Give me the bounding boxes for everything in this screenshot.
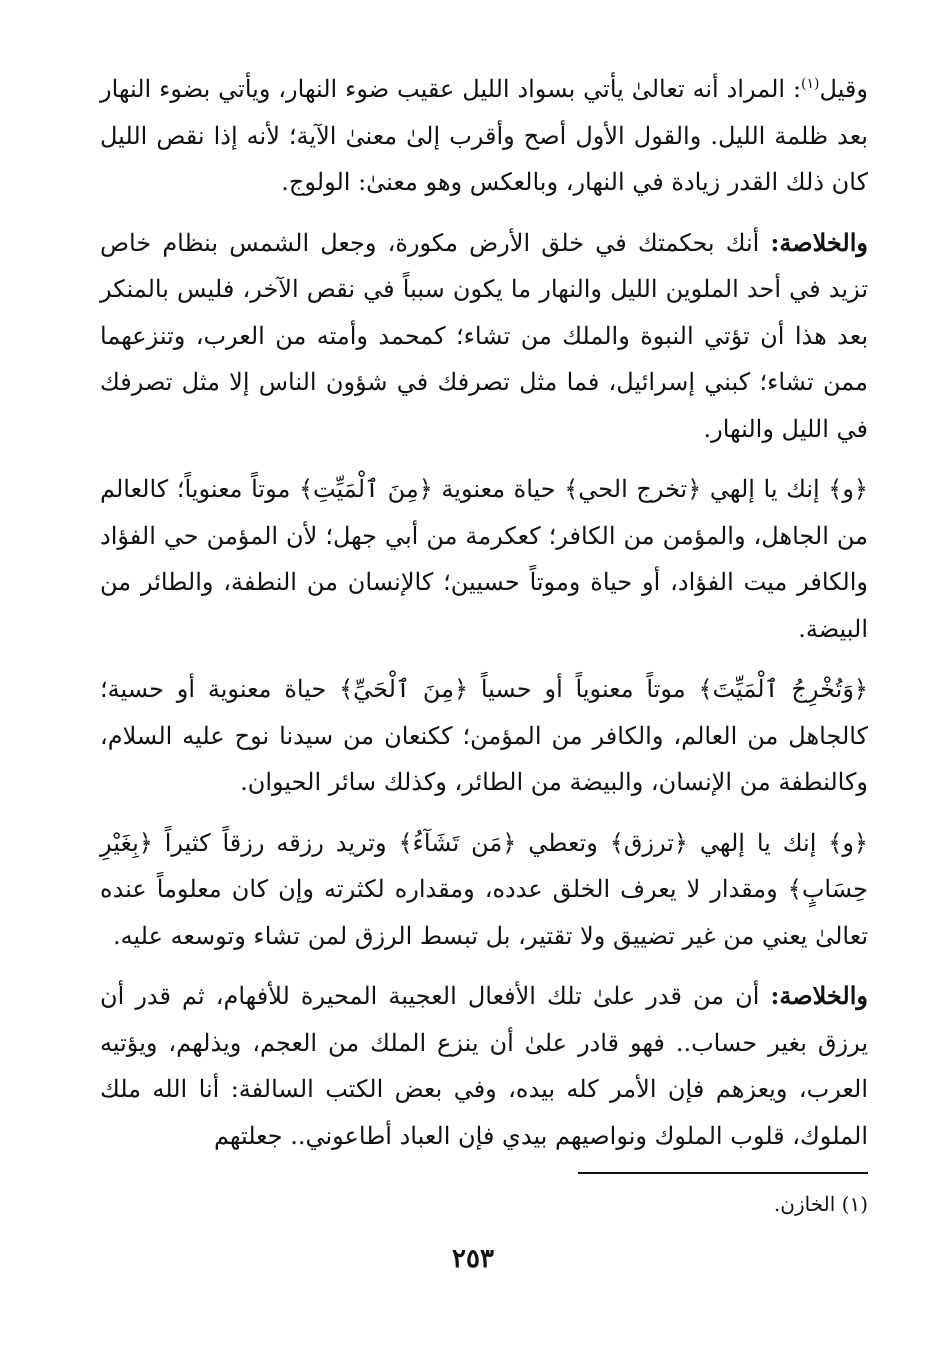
paragraph-6 xyxy=(100,973,868,1159)
paragraph-2 xyxy=(100,220,868,453)
paragraph-3 xyxy=(100,466,868,652)
paragraph-3-text: ﴿و﴾ إنك يا إلهي ﴿تخرج الحي﴾ حياة معنوية ﴿مِنَ ٱلْمَيِّتِ﴾ موتاً معنوياً؛ كالعالم من الجاهل، والمؤمن من الكافر؛ كعكرمة من أبي جهل؛ لأن المؤمن حي الفؤاد والكافر ميت الفؤاد، أو حياة وموتاً حسيين؛ كالإنسان من النطفة، والطائر من البيضة. xyxy=(100,475,868,643)
footnote-divider xyxy=(578,1172,868,1174)
summary-lead: والخلاصة: xyxy=(770,981,868,1010)
paragraph-4 xyxy=(100,666,868,806)
summary-lead: والخلاصة: xyxy=(770,227,868,257)
paragraph-5 xyxy=(100,820,868,960)
footnote-reference[interactable]: (١) xyxy=(801,76,820,92)
paragraph-1 xyxy=(100,66,868,206)
page-body xyxy=(100,66,868,1173)
paragraph-6-text: أن من قدر علىٰ تلك الأفعال العجيبة المحيرة للأفهام، ثم قدر أن يرزق بغير حساب.. فهو قادر علىٰ أن ينزع الملك من العجم، ويذلهم، ويؤتيه العرب، ويعزهم فإن الأمر كله بيده، وفي بعض الكتب السالفة: أنا الله ملك الملوك، قلوب الملوك ونواصيهم بيدي فإن العباد أطاعوني.. جعلتهم xyxy=(100,982,868,1150)
page-number: ٢٥٣ xyxy=(452,1244,494,1274)
footnote-text: الخازن. xyxy=(773,1192,836,1216)
footnote xyxy=(368,1190,868,1218)
paragraph-2-text: أنك بحكمتك في خلق الأرض مكورة، وجعل الشمس بنظام خاص تزيد في أحد الملوين الليل والنهار ما يكون سبباً في نقص الآخر، فليس بالمنكر بعد هذا أن تؤتي النبوة والملك من تشاء؛ كمحمد وأمته من العرب، وتنزعهما ممن تشاء؛ كبني إسرائيل، فما مثل تصرفك في شؤون الناس إلا مثل تصرفك في الليل والنهار. xyxy=(100,228,868,443)
paragraph-5-text: ﴿و﴾ إنك يا إلهي ﴿ترزق﴾ وتعطي ﴿مَن تَشَآءُ﴾ وتريد رزقه رزقاً كثيراً ﴿بِغَيْرِ حِسَابٍ﴾ ومقدار لا يعرف الخلق عدده، ومقداره لكثرته وإن كان معلوماً عنده تعالىٰ يعني من غير تضييق ولا تقتير، بل تبسط الرزق لمن تشاء وتوسعه عليه. xyxy=(100,828,868,950)
paragraph-1-text-start: وقيل xyxy=(819,75,868,103)
paragraph-4-text: ﴿وَتُخْرِجُ ٱلْمَيِّتَ﴾ موتاً معنوياً أو حسياً ﴿مِنَ ٱلْحَيِّ﴾ حياة معنوية أو حسية؛ كالجاهل من العالم، والكافر من المؤمن؛ ككنعان من سيدنا نوح عليه السلام، وكالنطفة من الإنسان، والبيضة من الطائر، وكذلك سائر الحيوان. xyxy=(100,675,868,796)
footnote-number: (١) xyxy=(841,1192,868,1216)
paragraph-1-text: : المراد أنه تعالىٰ يأتي بسواد الليل عقيب ضوء النهار، ويأتي بضوء النهار بعد ظلمة الليل. والقول الأول أصح وأقرب إلىٰ معنىٰ الآية؛ لأنه إذا نقص الليل كان ذلك القدر زيادة في النهار، وبالعكس وهو معنىٰ: الولوج. xyxy=(100,75,868,196)
